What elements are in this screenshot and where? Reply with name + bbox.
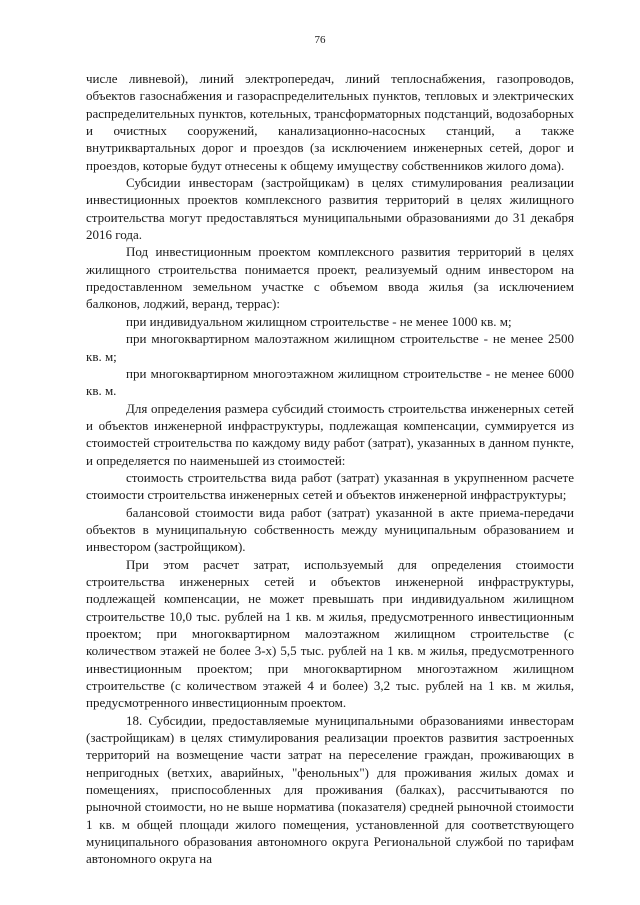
paragraph-project-definition: Под инвестиционным проектом комплексного развития территорий в целях жилищного строительства понимается проект, реализуемый одним инвестором на предоставленном земельном участке с объемом ввода жилья (за исключением балконов, лоджий, веранд, террас): [86, 244, 574, 312]
paragraph-cost-limits: При этом расчет затрат, используемый для определения стоимости строительства инженерных сетей и объектов инженерной инфраструктуры, подлежащей компенсации, не может превышать при индивидуальном жилищном строительстве 10,0 тыс. рублей на 1 кв. м жилья, предусмотренного инвестиционным проектом; при многоквартирном малоэтажном жилищном строительстве (с количеством этажей не более 3-х) 5,5 тыс. рублей на 1 кв. м жилья, предусмотренного инвестиционным проектом; при многоквартирном многоэтажном жилищном строительстве (с количеством этажей 4 и более) 3,2 тыс. рублей на 1 кв. м жилья, предусмотренного инвестиционным проектом. [86, 556, 574, 711]
list-item-high-rise: при многоквартирном многоэтажном жилищном строительстве - не менее 6000 кв. м. [86, 365, 574, 399]
page-number: 76 [314, 34, 326, 46]
list-item-estimated-cost: стоимость строительства вида работ (затрат) указанная в укрупненном расчете стоимости строительства инженерных сетей и объектов инженерной инфраструктуры; [86, 469, 574, 503]
paragraph-cost-determination: Для определения размера субсидий стоимость строительства инженерных сетей и объектов инженерной инфраструктуры, подлежащая компенсации, суммируется из стоимостей строительства по каждому виду работ (затрат), указанных в данном пункте, и определяется по наименьшей из стоимостей: [86, 400, 574, 468]
paragraph-item-18: 18. Субсидии, предоставляемые муниципальными образованиями инвесторам (застройщикам) в целях стимулирования реализации проектов развития застроенных территорий на возмещение части затрат на переселение граждан, проживающих в непригодных (ветхих, аварийных, "фенольных") для проживания жилых домах и помещениях, приспособленных для проживания (балках), рассчитываются по рыночной стоимости, но не выше норматива (показателя) средней рыночной стоимости 1 кв. м общей площади жилого помещения, установленной для соответствующего муниципального образования автономного округа Региональной службой по тарифам автономного округа на [86, 712, 574, 867]
list-item-individual: при индивидуальном жилищном строительстве - не менее 1000 кв. м; [126, 313, 512, 329]
list-item-low-rise: при многоквартирном малоэтажном жилищном строительстве - не менее 2500 кв. м; [86, 331, 574, 364]
list-item-balance-cost: балансовой стоимости вида работ (затрат) указанной в акте приема-передачи объектов в муниципальную собственность между муниципальным образованием и инвестором (застройщиком). [86, 504, 574, 555]
document-body [86, 70, 574, 868]
paragraph-continuation: числе ливневой), линий электропередач, линий теплоснабжения, газопроводов, объектов газоснабжения и газораспределительных пунктов, тепловых и электрических распределительных пунктов, котельных, трансформаторных подстанций, водозаборных и очистных сооружений, канализационно-насосных станций, а также внутриквартальных дорог и проездов (за исключением инженерных сетей, дорог и проездов, которые будут отнесены к общему имуществу собственников жилого дома). [86, 71, 574, 173]
paragraph-subsidies-deadline: Субсидии инвесторам (застройщикам) в целях стимулирования реализации инвестиционных проектов комплексного развития территорий в целях жилищного строительства могут предоставляться муниципальными образованиями до 31 декабря 2016 года. [86, 175, 574, 243]
